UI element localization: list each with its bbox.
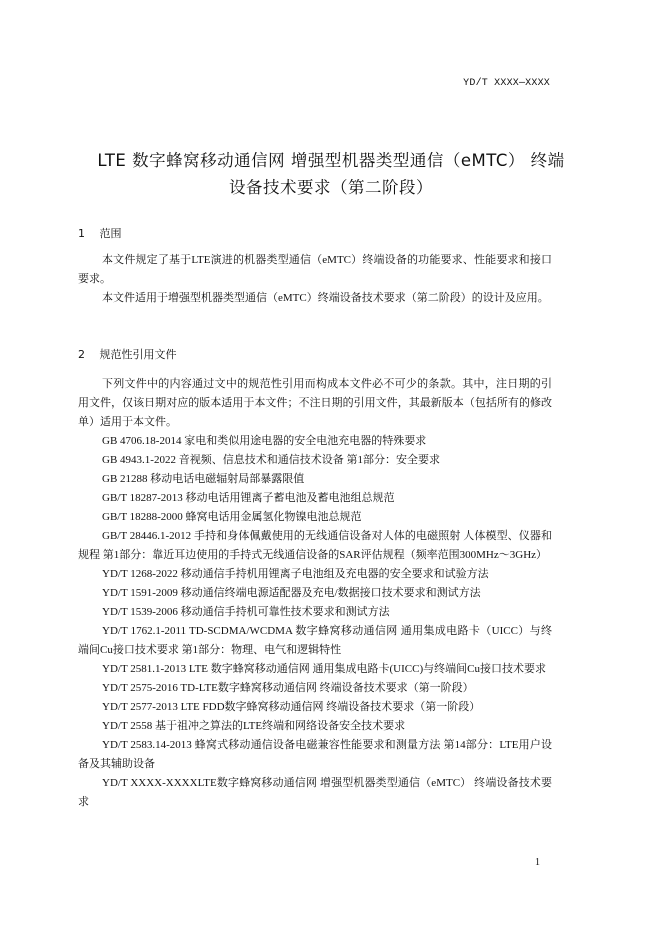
reference-item: YD/T XXXX-XXXXLTE数字蜂窝移动通信网 增强型机器类型通信（eMTC） 终端设备技术要求 bbox=[78, 777, 552, 808]
reference-item: YD/T 1539-2006 移动通信手持机可靠性技术要求和测试方法 bbox=[102, 606, 390, 618]
reference-item: YD/T 2583.14-2013 蜂窝式移动通信设备电磁兼容性能要求和测量方法 第14部分：LTE用户设备及其辅助设备 bbox=[78, 739, 552, 770]
reference-item: GB/T 18288-2000 蜂窝电话用金属氢化物镍电池总规范 bbox=[102, 511, 362, 523]
reference-item: YD/T 2575-2016 TD-LTE数字蜂窝移动通信网 终端设备技术要求（第一阶段） bbox=[102, 682, 474, 694]
section-1-paragraph: 本文件规定了基于LTE演进的机器类型通信（eMTC）终端设备的功能要求、性能要求和接口要求。 bbox=[78, 254, 552, 285]
reference-item: YD/T 1591-2009 移动通信终端电源适配器及充电/数据接口技术要求和测试方法 bbox=[102, 587, 481, 599]
section-2-number: 2 bbox=[78, 348, 85, 361]
section-2-title: 规范性引用文件 bbox=[99, 348, 177, 361]
section-1-heading bbox=[78, 225, 122, 241]
reference-item: GB/T 28446.1-2012 手持和身体佩戴使用的无线通信设备对人体的电磁照射 人体模型、仪器和规程 第1部分：靠近耳边使用的手持式无线通信设备的SAR评估规程（频率范围300MHz～3GHz） bbox=[78, 530, 552, 561]
section-1-number: 1 bbox=[78, 227, 85, 240]
reference-item: GB 21288 移动电话电磁辐射局部暴露限值 bbox=[102, 473, 305, 485]
reference-item: YD/T 2581.1-2013 LTE 数字蜂窝移动通信网 通用集成电路卡(UICC)与终端间Cu接口技术要求 bbox=[102, 663, 546, 675]
reference-item: YD/T 2577-2013 LTE FDD数字蜂窝移动通信网 终端设备技术要求（第一阶段） bbox=[102, 701, 481, 713]
reference-list bbox=[78, 432, 552, 812]
reference-item: GB 4706.18-2014 家电和类似用途电器的安全电池充电器的特殊要求 bbox=[102, 435, 427, 447]
reference-item: YD/T 1762.1-2011 TD-SCDMA/WCDMA 数字蜂窝移动通信网 通用集成电路卡（UICC）与终端间Cu接口技术要求 第1部分：物理、电气和逻辑特性 bbox=[78, 625, 552, 656]
section-1-title: 范围 bbox=[99, 227, 122, 240]
document-title bbox=[60, 147, 602, 201]
section-2-intro: 下列文件中的内容通过文中的规范性引用而构成本文件必不可少的条款。其中，注日期的引用文件，仅该日期对应的版本适用于本文件；不注日期的引用文件，其最新版本（包括所有的修改单）适用于本文件。 bbox=[78, 378, 552, 428]
title-line-1: LTE 数字蜂窝移动通信网 增强型机器类型通信（eMTC） 终端 bbox=[97, 151, 565, 170]
page-number: 1 bbox=[535, 857, 540, 868]
section-1-paragraph: 本文件适用于增强型机器类型通信（eMTC）终端设备技术要求（第二阶段）的设计及应用。 bbox=[102, 292, 549, 304]
standard-code: YD/T XXXX—XXXX bbox=[463, 78, 550, 89]
title-line-2: 设备技术要求（第二阶段） bbox=[229, 178, 433, 197]
section-2-heading bbox=[78, 346, 177, 362]
reference-item: GB 4943.1-2022 音视频、信息技术和通信技术设备 第1部分：安全要求 bbox=[102, 454, 440, 466]
reference-item: GB/T 18287-2013 移动电话用锂离子蓄电池及蓄电池组总规范 bbox=[102, 492, 395, 504]
reference-item: YD/T 2558 基于祖冲之算法的LTE终端和网络设备安全技术要求 bbox=[102, 720, 406, 732]
reference-item: YD/T 1268-2022 移动通信手持机用锂离子电池组及充电器的安全要求和试验方法 bbox=[102, 568, 489, 580]
